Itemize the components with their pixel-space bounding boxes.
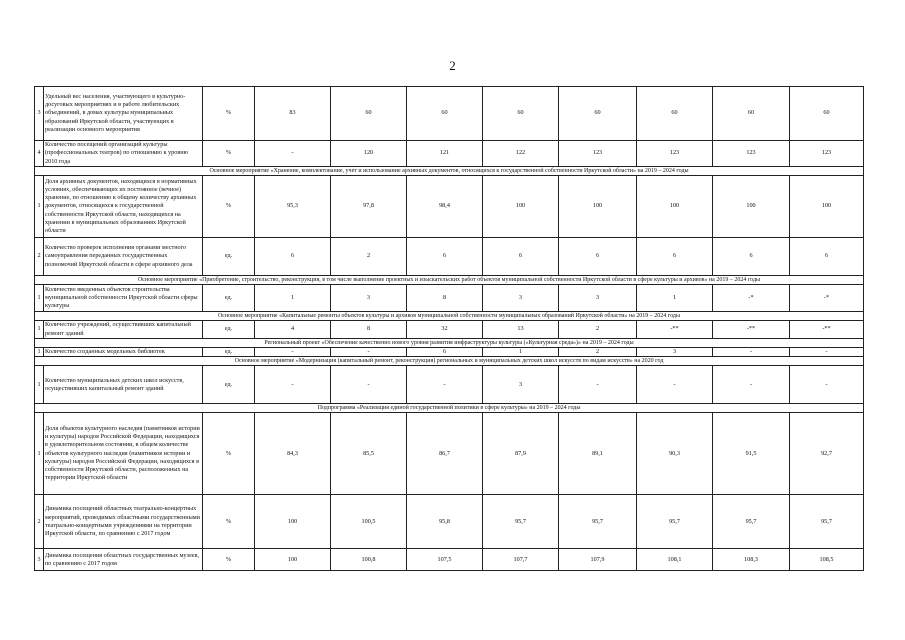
value-cell: 6 (790, 238, 864, 276)
value-cell: - (255, 141, 331, 167)
unit-cell: % (203, 495, 255, 549)
unit-cell: ед. (203, 321, 255, 339)
value-cell: 108,3 (713, 549, 790, 571)
value-cell: 13 (483, 321, 559, 339)
row-number: 1 (35, 285, 44, 312)
value-cell: - (255, 348, 331, 357)
value-cell: 92,7 (790, 413, 864, 495)
value-cell: - (331, 366, 407, 404)
value-cell: 86,7 (407, 413, 483, 495)
value-cell: 95,7 (559, 495, 637, 549)
value-cell: 60 (559, 87, 637, 141)
value-cell: 97,8 (331, 176, 407, 238)
section-title: Основное мероприятие «Приобретение, строительство, реконструкция, в том числе выполнение проектных и изыскательских работ объектов муниципальной собственности Иркутской области в сфере культуры и архивов» на 2019 – 2024 годы (35, 276, 864, 285)
section-title: Основное мероприятие «Хранение, комплектование, учет и использование архивных документов, относящихся к государственной собственности Иркутской области» на 2019 – 2024 годы (35, 167, 864, 176)
value-cell: 95,7 (483, 495, 559, 549)
indicator-name: Доля архивных документов, находящихся в нормативных условиях, обеспечивающих их постоянное (вечное) хранение, по отношению к общему количеству архивных документов, относящихся к государственной собственности Иркутской области, находящихся на хранении в муниципальных образованиях Иркутской области (44, 176, 203, 238)
value-cell: 95,7 (637, 495, 713, 549)
value-cell: 6 (713, 238, 790, 276)
table-row (35, 285, 864, 312)
value-cell: 6 (255, 238, 331, 276)
unit-cell: ед. (203, 285, 255, 312)
table-row (35, 549, 864, 571)
indicator-name: Количество муниципальных детских школ искусств, осуществивших капитальный ремонт зданий (44, 366, 203, 404)
value-cell: 91,5 (713, 413, 790, 495)
value-cell: 60 (407, 87, 483, 141)
row-number: 1 (35, 176, 44, 238)
value-cell: 60 (331, 87, 407, 141)
table-row (35, 495, 864, 549)
value-cell: 60 (713, 87, 790, 141)
value-cell: -** (713, 321, 790, 339)
value-cell: 100 (559, 176, 637, 238)
value-cell: - (255, 366, 331, 404)
value-cell: 3 (483, 285, 559, 312)
table-row (35, 348, 864, 357)
unit-cell: % (203, 413, 255, 495)
value-cell: 2 (559, 321, 637, 339)
value-cell: 107,9 (559, 549, 637, 571)
value-cell: 6 (407, 238, 483, 276)
unit-cell: ед. (203, 348, 255, 357)
row-number: 1 (35, 366, 44, 404)
value-cell: 89,1 (559, 413, 637, 495)
value-cell: 3 (483, 366, 559, 404)
table-row (35, 141, 864, 167)
table-row (35, 366, 864, 404)
value-cell: 1 (255, 285, 331, 312)
value-cell: 98,4 (407, 176, 483, 238)
value-cell: 100 (637, 176, 713, 238)
section-title: Основное мероприятие «Капитальные ремонты объектов культуры и архивов муниципальной собственности муниципальных образований Иркутской области» на 2019 – 2024 годы (35, 312, 864, 321)
value-cell: 1 (483, 348, 559, 357)
row-number: 2 (35, 238, 44, 276)
value-cell: 8 (407, 285, 483, 312)
indicators-table (34, 86, 864, 571)
value-cell: - (790, 366, 864, 404)
value-cell: 60 (483, 87, 559, 141)
indicator-name: Удельный вес населения, участвующего в культурно-досуговых мероприятиях и в работе любительских объединений, в домах культуры муниципальных образований Иркутской области, участвующих в реализации основного мероприятия (44, 87, 203, 141)
indicator-name: Динамика посещения областных государственных музеев, по сравнению с 2017 годом (44, 549, 203, 571)
value-cell: 100 (790, 176, 864, 238)
page-number: 2 (449, 58, 456, 73)
value-cell: 121 (407, 141, 483, 167)
value-cell: 6 (407, 348, 483, 357)
value-cell: -* (790, 285, 864, 312)
value-cell: 6 (559, 238, 637, 276)
value-cell: 95,8 (407, 495, 483, 549)
value-cell: - (713, 366, 790, 404)
value-cell: 107,7 (483, 549, 559, 571)
value-cell: 107,5 (407, 549, 483, 571)
section-header-row (35, 276, 864, 285)
value-cell: - (331, 348, 407, 357)
value-cell: 123 (713, 141, 790, 167)
value-cell: 120 (331, 141, 407, 167)
value-cell: - (559, 366, 637, 404)
value-cell: 85,5 (331, 413, 407, 495)
row-number: 2 (35, 495, 44, 549)
value-cell: 83 (255, 87, 331, 141)
value-cell: 95,3 (255, 176, 331, 238)
value-cell: 87,9 (483, 413, 559, 495)
indicator-name: Количество созданных модельных библиотек (44, 348, 203, 357)
indicator-name: Количество введенных объектов строительства муниципальной собственности Иркутской области сферы культуры (44, 285, 203, 312)
row-number: 1 (35, 321, 44, 339)
value-cell: 8 (331, 321, 407, 339)
value-cell: 2 (331, 238, 407, 276)
value-cell: 100,8 (331, 549, 407, 571)
row-number: 4 (35, 141, 44, 167)
value-cell: 123 (559, 141, 637, 167)
indicator-name: Количество проверок исполнения органами местного самоуправления переданных государственных полномочий Иркутской области в сфере архивного дела (44, 238, 203, 276)
table-row (35, 321, 864, 339)
value-cell: 122 (483, 141, 559, 167)
value-cell: 3 (331, 285, 407, 312)
value-cell: -** (790, 321, 864, 339)
value-cell: 100 (483, 176, 559, 238)
value-cell: 32 (407, 321, 483, 339)
value-cell: 3 (637, 348, 713, 357)
section-header-row (35, 312, 864, 321)
row-number: 1 (35, 348, 44, 357)
value-cell: 108,1 (637, 549, 713, 571)
value-cell: - (713, 348, 790, 357)
unit-cell: % (203, 87, 255, 141)
value-cell: - (790, 348, 864, 357)
section-title: Подпрограмма «Реализация единой государственной политики в сфере культуры» на 2019 – 2024 годы (35, 404, 864, 413)
section-header-row (35, 404, 864, 413)
unit-cell: ед. (203, 366, 255, 404)
value-cell: 100,5 (331, 495, 407, 549)
value-cell: 1 (637, 285, 713, 312)
section-header-row (35, 339, 864, 348)
table-row (35, 238, 864, 276)
value-cell: -* (713, 285, 790, 312)
value-cell: 84,3 (255, 413, 331, 495)
value-cell: 60 (637, 87, 713, 141)
unit-cell: % (203, 176, 255, 238)
value-cell: 100 (255, 495, 331, 549)
row-number: 3 (35, 87, 44, 141)
value-cell: 6 (637, 238, 713, 276)
row-number: 1 (35, 413, 44, 495)
unit-cell: % (203, 141, 255, 167)
section-title: Региональный проект «Обеспечение качественно нового уровня развития инфраструктуры культуры («Культурная среда»)» на 2019 – 2024 годы (35, 339, 864, 348)
value-cell: 108,5 (790, 549, 864, 571)
section-title: Основное мероприятие «Модернизация (капитальный ремонт, реконструкция) региональных и муниципальных детских школ искусств по видам искусств» на 2020 год (35, 357, 864, 366)
section-header-row (35, 357, 864, 366)
value-cell: 3 (559, 285, 637, 312)
value-cell: 4 (255, 321, 331, 339)
value-cell: 123 (790, 141, 864, 167)
unit-cell: % (203, 549, 255, 571)
value-cell: - (637, 366, 713, 404)
unit-cell: ед. (203, 238, 255, 276)
value-cell: 95,7 (790, 495, 864, 549)
indicator-name: Количество посещений организаций культуры (профессиональных театров) по отношению к уровню 2010 года (44, 141, 203, 167)
indicator-name: Количество учреждений, осуществивших капитальный ремонт зданий (44, 321, 203, 339)
value-cell: 100 (713, 176, 790, 238)
value-cell: 6 (483, 238, 559, 276)
table-row (35, 413, 864, 495)
table-row (35, 176, 864, 238)
value-cell: 100 (255, 549, 331, 571)
value-cell: 60 (790, 87, 864, 141)
row-number: 3 (35, 549, 44, 571)
value-cell: - (407, 366, 483, 404)
table-row (35, 87, 864, 141)
section-header-row (35, 167, 864, 176)
value-cell: 90,3 (637, 413, 713, 495)
value-cell: 123 (637, 141, 713, 167)
indicator-name: Доля объектов культурного наследия (памятников истории и культуры) народов Российской Федерации, находящихся в удовлетворительном состоянии, в общем количестве объектов культурного наследия (памятников истории и культуры) народов Российской Федерации, находящихся в собственности Иркутской области, расположенных на территории Иркутской области (44, 413, 203, 495)
value-cell: 2 (559, 348, 637, 357)
value-cell: 95,7 (713, 495, 790, 549)
value-cell: -** (637, 321, 713, 339)
indicator-name: Динамика посещений областных театрально-концертных мероприятий, проводимых областными государственными театрально-концертными учреждениями на территории Иркутской области, по сравнению с 2017 годом (44, 495, 203, 549)
